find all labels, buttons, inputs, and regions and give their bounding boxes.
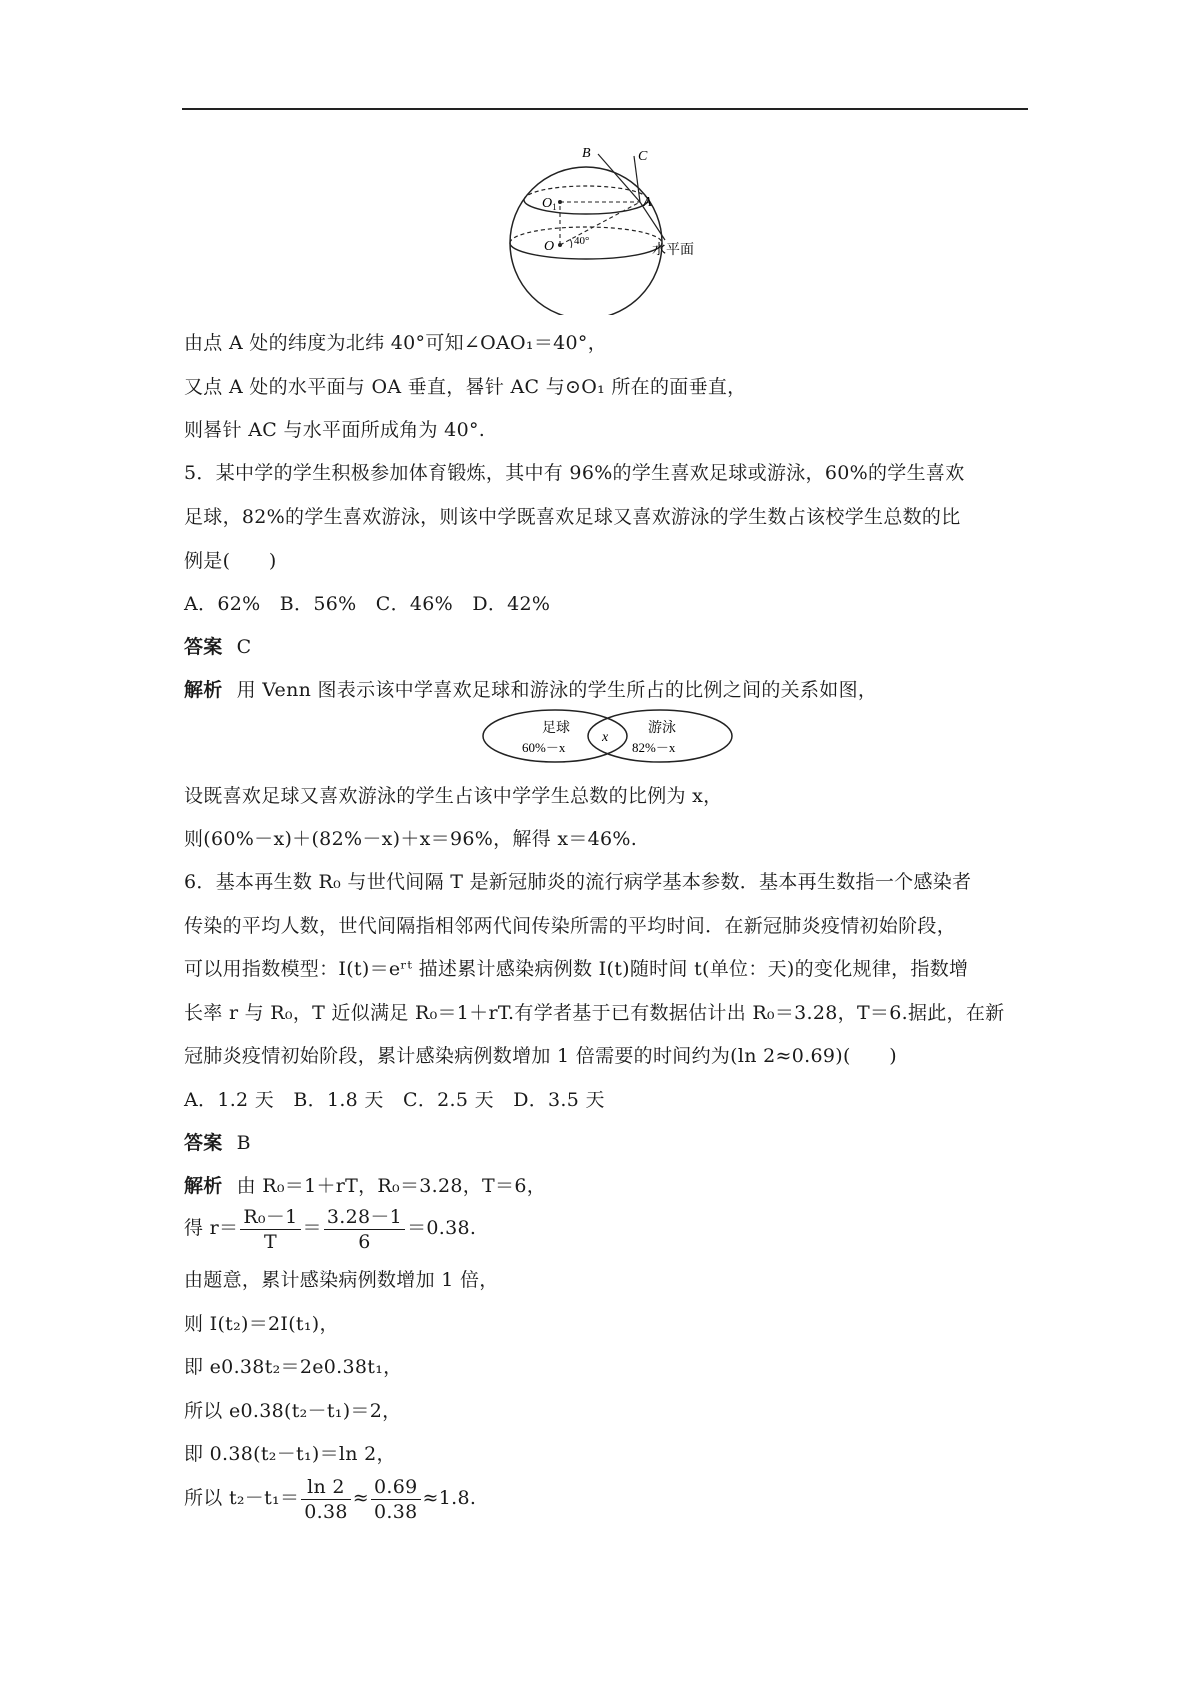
label-o1 xyxy=(542,196,557,212)
o-to-a-line xyxy=(560,202,640,245)
venn-left-expr: 60%－x xyxy=(522,740,566,755)
frac2-numerator: 3.28－1 xyxy=(324,1205,405,1230)
frac3-denominator: 0.38 xyxy=(304,1500,348,1523)
solution5-line1: 设既喜欢足球又喜欢游泳的学生占该中学学生总数的比例为 x， xyxy=(184,785,723,807)
question5-line2: 足球，82%的学生喜欢游泳，则该中学既喜欢足球又喜欢游泳的学生数占该校学生总数的比 xyxy=(184,506,961,528)
frac1-numerator: R₀－1 xyxy=(240,1205,300,1230)
question6-line4: 长率 r 与 R₀，T 近似满足 R₀＝1＋rT.有学者基于已有数据估计出 R₀＝3.28，T＝6.据此，在新 xyxy=(184,1002,1005,1024)
solution6-line1: 由题意，累计感染病例数增加 1 倍， xyxy=(184,1269,499,1291)
answer-label: 答案 xyxy=(184,636,223,658)
formula-r-result: ＝0.38. xyxy=(407,1217,477,1239)
analysis-label: 解析 xyxy=(184,679,223,701)
formula-r-frac2 xyxy=(324,1205,405,1254)
question6-line2: 传染的平均人数，世代间隔指相邻两代间传染所需的平均时间．在新冠肺炎疫情初始阶段， xyxy=(184,915,957,937)
question5-line3: 例是( ) xyxy=(184,550,277,572)
answer6-value: B xyxy=(236,1132,251,1154)
answer5-value: C xyxy=(236,636,252,658)
solution6-line4: 所以 e0.38(t₂－t₁)＝2， xyxy=(184,1400,402,1422)
analysis-label: 解析 xyxy=(184,1175,223,1197)
formula-t-frac2 xyxy=(371,1475,421,1524)
solution4-line2: 又点 A 处的水平面与 OA 垂直，晷针 AC 与⊙O₁ 所在的面垂直， xyxy=(184,376,747,398)
frac4-numerator: 0.69 xyxy=(371,1475,421,1500)
frac3-numerator: ln 2 xyxy=(301,1475,351,1500)
label-o: O xyxy=(544,239,555,254)
point-o1 xyxy=(558,200,562,204)
formula-r-prefix: 得 r＝ xyxy=(184,1217,239,1239)
formula-t-result: ≈1.8. xyxy=(422,1487,477,1509)
venn-diagram xyxy=(480,707,740,765)
label-o1-main: O xyxy=(542,196,553,211)
question5-line1: 5．某中学的学生积极参加体育锻炼，其中有 96%的学生喜欢足球或游泳，60%的学生喜欢 xyxy=(184,462,965,484)
formula-r xyxy=(184,1200,476,1256)
solution4-line3: 则晷针 AC 与水平面所成角为 40°. xyxy=(184,419,486,441)
label-a: A xyxy=(643,195,652,210)
analysis5 xyxy=(184,677,877,703)
solution6-line3: 即 e0.38t₂＝2e0.38t₁， xyxy=(184,1356,403,1378)
solution6-line5: 即 0.38(t₂－t₁)＝ln 2， xyxy=(184,1443,396,1465)
label-c: C xyxy=(638,149,648,164)
label-o1-sub: 1 xyxy=(552,202,557,212)
formula-t xyxy=(184,1470,476,1526)
question5-options: A．62% B．56% C．46% D．42% xyxy=(184,593,551,615)
analysis6-text: 由 R₀＝1＋rT，R₀＝3.28，T＝6， xyxy=(236,1175,547,1197)
venn-left-title: 足球 xyxy=(542,721,570,736)
question6-line1: 6．基本再生数 R₀ 与世代间隔 T 是新冠肺炎的流行病学基本参数．基本再生数指一个感染者 xyxy=(184,871,972,893)
solution5-line2: 则(60%－x)＋(82%－x)＋x＝96%，解得 x＝46%. xyxy=(184,828,638,850)
answer6 xyxy=(184,1130,251,1156)
question6-line5: 冠肺炎疫情初始阶段，累计感染病例数增加 1 倍需要的时间约为(ln 2≈0.69)( ) xyxy=(184,1045,897,1067)
formula-t-prefix: 所以 t₂－t₁＝ xyxy=(184,1487,300,1509)
analysis5-text: 用 Venn 图表示该中学喜欢足球和游泳的学生所占的比例之间的关系如图， xyxy=(236,679,878,701)
formula-r-eq: ＝ xyxy=(302,1217,322,1239)
solution4-line1: 由点 A 处的纬度为北纬 40°可知∠OAO₁＝40°， xyxy=(184,332,608,354)
question6-options: A．1.2 天 B．1.8 天 C．2.5 天 D．3.5 天 xyxy=(184,1089,605,1111)
question6-line3: 可以用指数模型：I(t)＝eʳᵗ 描述累计感染病例数 I(t)随时间 t(单位：天)的变化规律，指数增 xyxy=(184,958,969,980)
header-rule xyxy=(182,108,1028,110)
venn-right-title: 游泳 xyxy=(648,721,676,736)
formula-t-approx: ≈ xyxy=(352,1487,369,1509)
solution6-line2: 则 I(t₂)＝2I(t₁)， xyxy=(184,1313,339,1335)
angle-arc xyxy=(570,239,572,248)
analysis6 xyxy=(184,1173,546,1199)
answer5 xyxy=(184,634,251,660)
label-plane: 水平面 xyxy=(652,243,694,258)
label-angle: 40° xyxy=(574,235,590,247)
venn-right-expr: 82%－x xyxy=(632,740,676,755)
ab-line xyxy=(598,154,640,202)
frac2-denominator: 6 xyxy=(358,1230,371,1253)
sphere-figure xyxy=(490,140,730,315)
point-o xyxy=(558,243,562,247)
venn-center: x xyxy=(602,730,609,745)
answer-label: 答案 xyxy=(184,1132,223,1154)
formula-r-frac1 xyxy=(240,1205,300,1254)
formula-t-frac1 xyxy=(301,1475,351,1524)
label-b: B xyxy=(582,146,591,161)
frac4-denominator: 0.38 xyxy=(374,1500,418,1523)
frac1-denominator: T xyxy=(263,1230,277,1253)
